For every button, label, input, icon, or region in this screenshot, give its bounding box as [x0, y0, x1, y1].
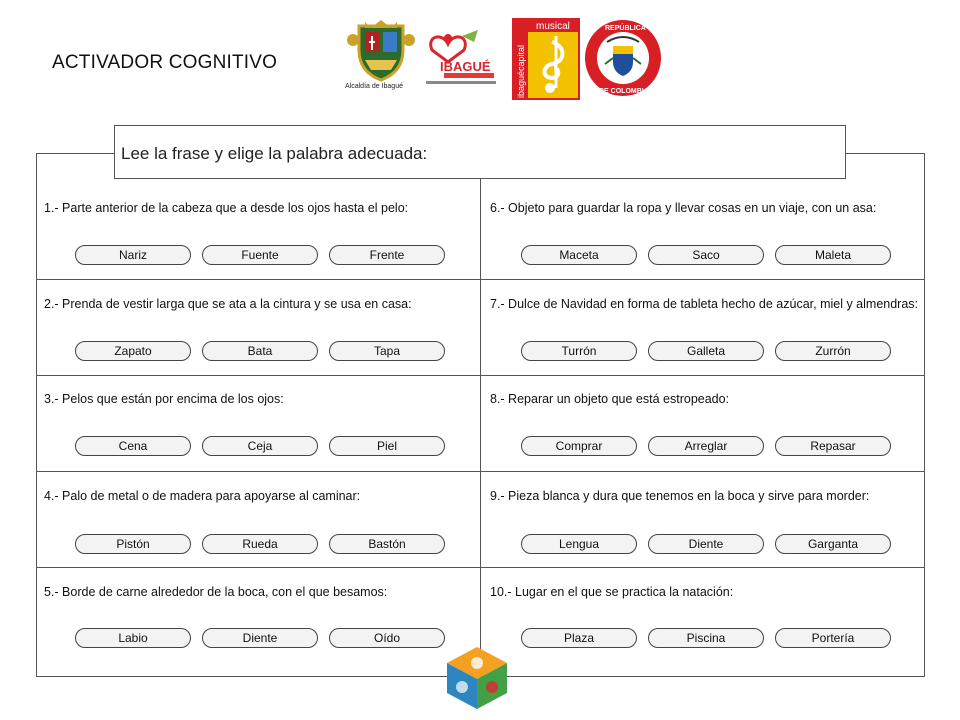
page-title: ACTIVADOR COGNITIVO [52, 52, 278, 73]
option-button[interactable]: Frente [329, 245, 445, 265]
option-button[interactable]: Saco [648, 245, 764, 265]
option-button[interactable]: Diente [202, 628, 318, 648]
option-button[interactable]: Bastón [329, 534, 445, 554]
option-button[interactable]: Zapato [75, 341, 191, 361]
row-divider [37, 279, 924, 280]
question-5-options [75, 628, 445, 648]
option-button[interactable]: Ceja [202, 436, 318, 456]
row-divider [37, 375, 924, 376]
option-button[interactable]: Arreglar [648, 436, 764, 456]
alcaldia-ibague-logo [345, 20, 417, 95]
instruction-text: Lee la frase y elige la palabra adecuada: [121, 144, 428, 163]
option-button[interactable]: Portería [775, 628, 891, 648]
option-button[interactable]: Maleta [775, 245, 891, 265]
question-3-text: 3.- Pelos que están por encima de los ojos: [44, 392, 284, 406]
question-8-text: 8.- Reparar un objeto que está estropeado: [490, 392, 730, 406]
option-button[interactable]: Labio [75, 628, 191, 648]
option-button[interactable]: Garganta [775, 534, 891, 554]
option-button[interactable]: Oído [329, 628, 445, 648]
option-button[interactable]: Cena [75, 436, 191, 456]
instruction-box [114, 125, 846, 179]
option-button[interactable]: Maceta [521, 245, 637, 265]
row-divider [37, 471, 924, 472]
worksheet-grid [36, 153, 925, 677]
option-button[interactable]: Piscina [648, 628, 764, 648]
option-button[interactable]: Lengua [521, 534, 637, 554]
option-button[interactable]: Diente [648, 534, 764, 554]
republica-top-text: REPÚBLICA [605, 25, 646, 32]
column-divider [480, 154, 481, 676]
republica-colombia-seal [583, 18, 663, 98]
option-button[interactable]: Turrón [521, 341, 637, 361]
option-button[interactable]: Rueda [202, 534, 318, 554]
question-9-text: 9.- Pieza blanca y dura que tenemos en la boca y sirve para morder: [490, 489, 870, 503]
option-button[interactable]: Galleta [648, 341, 764, 361]
musical-logo [512, 18, 580, 100]
option-button[interactable]: Zurrón [775, 341, 891, 361]
question-10-options [521, 628, 891, 648]
cube-logo-icon [443, 645, 511, 711]
question-4-options [75, 534, 445, 554]
row-divider [37, 567, 924, 568]
option-button[interactable]: Tapa [329, 341, 445, 361]
option-button[interactable]: Bata [202, 341, 318, 361]
option-button[interactable]: Plaza [521, 628, 637, 648]
ibague-logo [418, 26, 510, 88]
alcaldia-caption: Alcaldía de Ibagué [345, 83, 403, 90]
question-2-options [75, 341, 445, 361]
option-button[interactable]: Nariz [75, 245, 191, 265]
question-1-options [75, 245, 445, 265]
question-6-text: 6.- Objeto para guardar la ropa y llevar cosas en un viaje, con un asa: [490, 201, 877, 215]
musical-wordmark: musical [536, 21, 570, 32]
question-6-options [521, 245, 891, 265]
question-10-text: 10.- Lugar en el que se practica la natación: [490, 585, 734, 599]
option-button[interactable]: Piel [329, 436, 445, 456]
question-1-text: 1.- Parte anterior de la cabeza que a desde los ojos hasta el pelo: [44, 201, 409, 215]
option-button[interactable]: Pistón [75, 534, 191, 554]
question-9-options [521, 534, 891, 554]
option-button[interactable]: Comprar [521, 436, 637, 456]
republica-bottom-text: DE COLOMBIA [599, 88, 649, 95]
question-5-text: 5.- Borde de carne alrededor de la boca, con el que besamos: [44, 585, 388, 599]
option-button[interactable]: Repasar [775, 436, 891, 456]
musical-side-text: ibaguécapital [516, 44, 526, 98]
question-3-options [75, 436, 445, 456]
ibague-wordmark: IBAGUÉ [440, 59, 491, 74]
question-2-text: 2.- Prenda de vestir larga que se ata a la cintura y se usa en casa: [44, 297, 412, 311]
question-7-options [521, 341, 891, 361]
question-7-text: 7.- Dulce de Navidad en forma de tableta hecho de azúcar, miel y almendras: [490, 297, 919, 311]
option-button[interactable]: Fuente [202, 245, 318, 265]
question-8-options [521, 436, 891, 456]
question-4-text: 4.- Palo de metal o de madera para apoyarse al caminar: [44, 489, 361, 503]
